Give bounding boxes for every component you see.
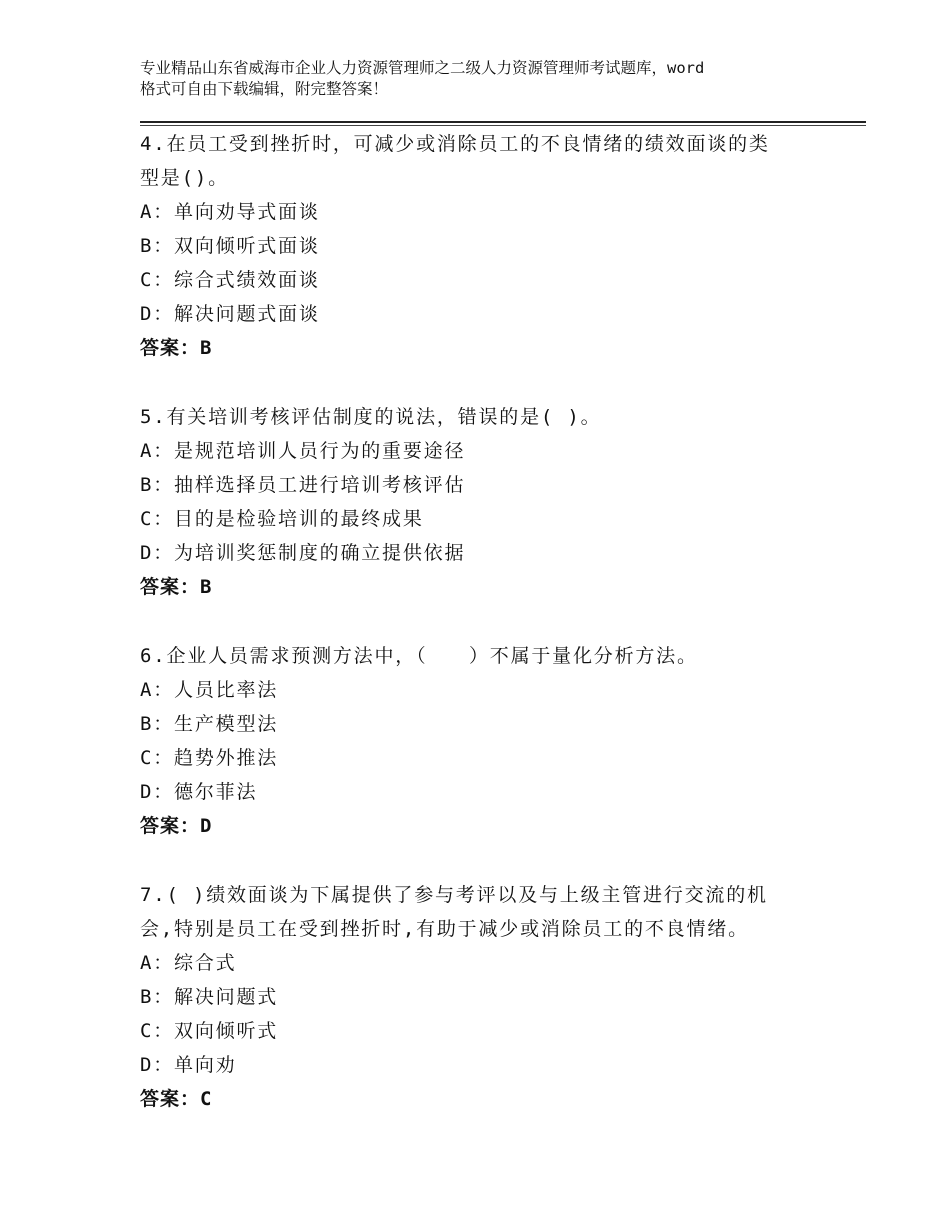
- question-4-option-d: D：解决问题式面谈: [140, 303, 320, 325]
- header-title-line-2: 格式可自由下载编辑，附完整答案！: [140, 80, 389, 98]
- header-divider-thin: [140, 125, 866, 126]
- question-4: [140, 127, 820, 365]
- question-5-answer: [140, 570, 820, 604]
- document-header: [140, 58, 820, 100]
- answer-label: 答案：: [140, 815, 201, 837]
- header-divider-thick: [140, 121, 866, 123]
- question-5-option-c: C：目的是检验培训的最终成果: [140, 508, 424, 530]
- question-5-answer-value: B: [200, 576, 213, 598]
- question-4-option-c: C：综合式绩效面谈: [140, 269, 320, 291]
- question-6-stem-line-1: 6.企业人员需求预测方法中，（ ）不属于量化分析方法。: [140, 645, 698, 667]
- question-5-option-b: B：抽样选择员工进行培训考核评估: [140, 474, 466, 496]
- question-4-option-a: A：单向劝导式面谈: [140, 201, 320, 223]
- question-7-stem-line-1: 7.( )绩效面谈为下属提供了参与考评以及与上级主管进行交流的机: [140, 884, 768, 906]
- question-7: [140, 878, 820, 1116]
- question-7-answer: [140, 1082, 820, 1116]
- question-separator: [140, 365, 820, 400]
- question-7-option-d: D：单向劝: [140, 1054, 237, 1076]
- question-7-option-b: B：解决问题式: [140, 986, 279, 1008]
- question-5-option-d: D：为培训奖惩制度的确立提供依据: [140, 542, 466, 564]
- answer-label: 答案：: [140, 1088, 201, 1110]
- question-6-option-c: C：趋势外推法: [140, 747, 279, 769]
- header-title-line-1: 专业精品山东省威海市企业人力资源管理师之二级人力资源管理师考试题库，word: [140, 59, 705, 77]
- question-6: [140, 639, 820, 843]
- question-6-option-d: D：德尔菲法: [140, 781, 258, 803]
- question-5: [140, 400, 820, 604]
- question-5-stem-line-1: 5.有关培训考核评估制度的说法，错误的是( )。: [140, 406, 602, 428]
- question-4-stem-line-1: 4.在员工受到挫折时，可减少或消除员工的不良情绪的绩效面谈的类: [140, 133, 770, 155]
- question-separator: [140, 604, 820, 639]
- question-7-option-a: A：综合式: [140, 952, 237, 974]
- question-6-answer: [140, 809, 820, 843]
- question-list: [140, 127, 820, 1116]
- question-7-answer-value: C: [200, 1088, 213, 1110]
- answer-label: 答案：: [140, 576, 201, 598]
- question-4-option-b: B：双向倾听式面谈: [140, 235, 320, 257]
- question-separator: [140, 843, 820, 878]
- question-5-option-a: A：是规范培训人员行为的重要途径: [140, 440, 466, 462]
- question-6-option-a: A：人员比率法: [140, 679, 279, 701]
- question-7-option-c: C：双向倾听式: [140, 1020, 279, 1042]
- question-4-answer-value: B: [200, 337, 213, 359]
- question-7-stem-line-2: 会,特别是员工在受到挫折时,有助于减少或消除员工的不良情绪。: [140, 918, 749, 940]
- question-4-answer: [140, 331, 820, 365]
- question-4-stem-line-2: 型是()。: [140, 167, 229, 189]
- answer-label: 答案：: [140, 337, 201, 359]
- question-6-option-b: B：生产模型法: [140, 713, 279, 735]
- question-6-answer-value: D: [200, 815, 213, 837]
